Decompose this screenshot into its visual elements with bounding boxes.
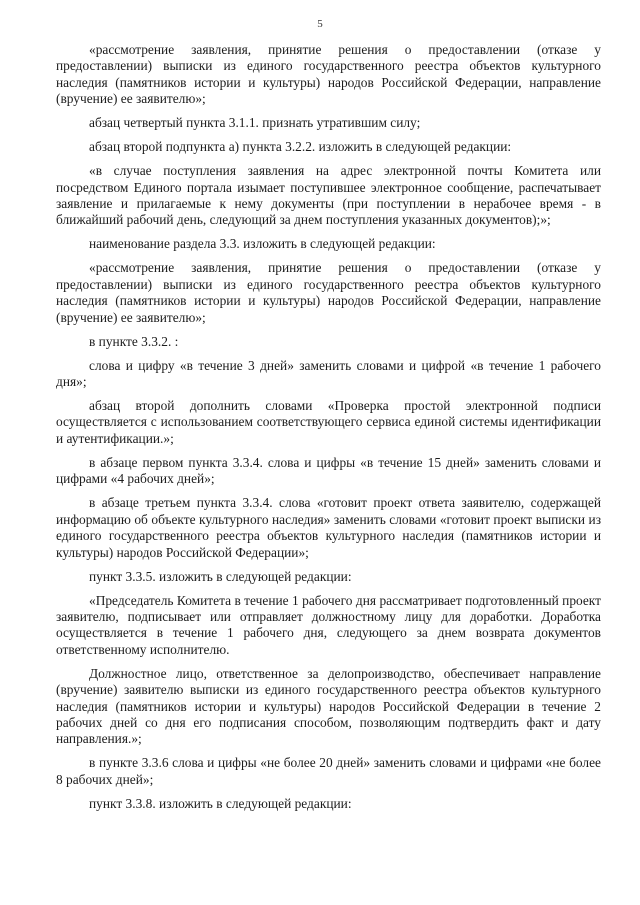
paragraph: «рассмотрение заявления, принятие решения о предоставлении (отказе у предоставлении) выписки из единого государственного реестра объектов культурного наследия (памятников истории и культуры) народов Российской Федерации, направление (вручение) ее заявителю»;	[56, 42, 601, 107]
paragraph: абзац второй дополнить словами «Проверка простой электронной подписи осуществляется с использованием соответствующего сервиса единой системы идентификации и аутентификации.»;	[56, 398, 601, 446]
page-number: 5	[317, 18, 323, 30]
paragraph: слова и цифру «в течение 3 дней» заменить словами и цифрой «в течение 1 рабочего дня»;	[56, 357, 601, 390]
paragraph: абзац четвертый пункта 3.1.1. признать утратившим силу;	[89, 115, 421, 131]
paragraph: в пункте 3.3.2. :	[89, 333, 179, 349]
paragraph: абзац второй подпункта а) пункта 3.2.2. изложить в следующей редакции:	[89, 139, 512, 155]
paragraph: наименование раздела 3.3. изложить в следующей редакции:	[89, 236, 436, 252]
paragraph: пункт 3.3.5. изложить в следующей редакции:	[89, 568, 352, 584]
paragraph: в пункте 3.3.6 слова и цифры «не более 20 дней» заменить словами и цифрами «не более 8 рабочих дней»;	[56, 755, 601, 787]
paragraph: Должностное лицо, ответственное за делопроизводство, обеспечивает направление (вручение) заявителю выписки из единого государственного реестра объектов культурного наследия (памятников истории и культуры) народов Российской Федерации в течение 2 рабочих дней со дня его подписания способом, позволяющим подтвердить факт и дату направления.»;	[56, 665, 601, 747]
paragraph: в абзаце первом пункта 3.3.4. слова и цифры «в течение 15 дней» заменить словами и цифрами «4 рабочих дней»;	[56, 454, 601, 487]
paragraph: в абзаце третьем пункта 3.3.4. слова «готовит проект ответа заявителю, содержащей информацию об объекте культурного наследия» заменить словами «готовит проект выписки из единого государственного реестра объектов культурного наследия (памятников истории и культуры) народов Российской Федерации»;	[56, 495, 601, 560]
paragraph: «Председатель Комитета в течение 1 рабочего дня рассматривает подготовленный проект заявителю, подписывает или отправляет должностному лицу для доработки. Доработка осуществляется в течение 1 рабочего дня, следующего за днем возврата документов ответственному исполнителю.	[56, 592, 601, 657]
document-body	[56, 42, 601, 820]
paragraph: пункт 3.3.8. изложить в следующей редакции:	[89, 795, 352, 811]
paragraph: «в случае поступления заявления на адрес электронной почты Комитета или посредством Единого портала изымает поступившее электронное сообщение, распечатывает заявление и прилагаемые к нему документы (при поступлении в нерабочее время - в ближайший рабочий день, следующий за днем поступления указанных документов);»;	[56, 163, 601, 228]
paragraph: «рассмотрение заявления, принятие решения о предоставлении (отказе у предоставлении) выписки из единого государственного реестра объектов культурного наследия (памятников истории и культуры) народов Российской Федерации, направление (вручение) ее заявителю»;	[56, 260, 601, 325]
